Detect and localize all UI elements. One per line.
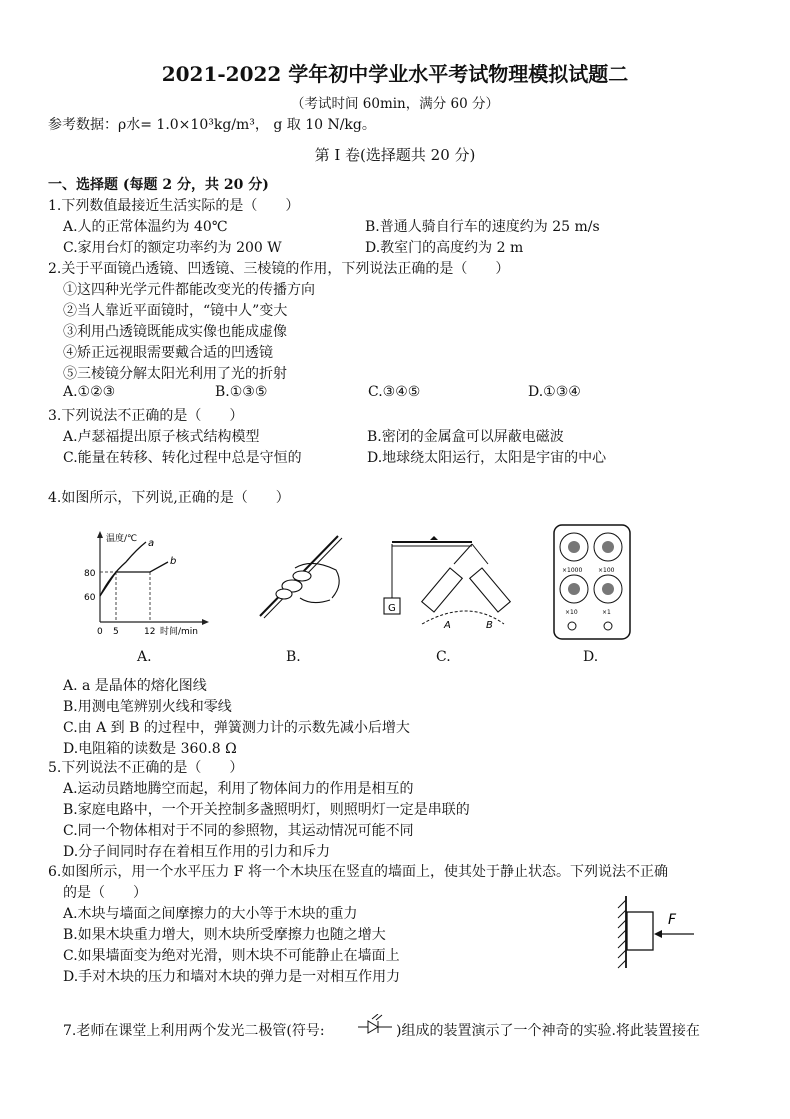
q7-stem-before: 7.老师在课堂上利用两个发光二极管(符号:: [63, 1023, 325, 1039]
q3-option-d: D.地球绕太阳运行，太阳是宇宙的中心: [367, 450, 607, 466]
figure-b-label: B.: [286, 649, 301, 665]
q6-option-d: D.手对木块的压力和墙对木块的弹力是一对相互作用力: [63, 969, 401, 985]
force-f-label: F: [668, 912, 677, 928]
q1-option-d: D.教室门的高度约为 2 m: [365, 240, 524, 256]
q2-option-b: B.①③⑤: [215, 384, 268, 400]
q4-option-d: D.电阻箱的读数是 360.8 Ω: [63, 741, 237, 757]
tick-80: 80: [84, 569, 96, 579]
figure-d-label: D.: [583, 649, 599, 665]
q3-option-a: A.卢瑟福提出原子核式结构模型: [63, 429, 260, 445]
g-label: G: [388, 603, 396, 614]
q2-statement-5: ⑤三棱镜分解太阳光利用了光的折射: [63, 366, 287, 382]
q5-option-a: A.运动员踏地腾空而起，利用了物体间力的作用是相互的: [63, 781, 414, 797]
q6-stem-line2: 的是（ ）: [63, 885, 147, 901]
figure-c-spring-scale: [378, 528, 518, 640]
dial-x1: ×1: [602, 609, 611, 616]
q5-option-b: B.家庭电路中，一个开关控制多盏照明灯，则照明灯一定是串联的: [63, 802, 470, 818]
q6-option-c: C.如果墙面变为绝对光滑，则木块不可能静止在墙面上: [63, 948, 400, 964]
point-b-label: B: [486, 620, 493, 631]
q6-option-a: A.木块与墙面之间摩擦力的大小等于木块的重力: [63, 906, 358, 922]
point-a-label: A: [444, 620, 451, 631]
figure-b-test-pen: [240, 528, 352, 628]
led-symbol-icon: [356, 1014, 396, 1036]
tick-60: 60: [84, 593, 96, 603]
figure-q6-wall-block: [612, 892, 706, 972]
q5-option-d: D.分子间同时存在着相互作用的引力和斥力: [63, 844, 331, 860]
graph-xlabel: 时间/min: [160, 627, 199, 636]
dial-x100: ×100: [598, 567, 615, 574]
q1-option-a: A.人的正常体温约为 40℃: [63, 219, 228, 235]
q1-stem: 1.下列数值最接近生活实际的是（ ）: [48, 198, 300, 214]
q3-option-c: C.能量在转移、转化过程中总是守恒的: [63, 450, 302, 466]
q5-stem: 5.下列说法不正确的是（ ）: [48, 760, 244, 776]
q2-option-d: D.①③④: [528, 384, 581, 400]
figure-a-graph: [80, 528, 210, 636]
q1-option-c: C.家用台灯的额定功率约为 200 W: [63, 240, 282, 256]
q4-option-c: C.由 A 到 B 的过程中，弹簧测力计的示数先减小后增大: [63, 720, 410, 736]
q2-statement-3: ③利用凸透镜既能成实像也能成虚像: [63, 324, 287, 340]
q4-stem: 4.如图所示，下列说,正确的是（ ）: [48, 490, 290, 506]
q2-option-a: A.①②③: [63, 384, 116, 400]
figure-a-label: A.: [137, 649, 152, 665]
curve-b-label: b: [170, 556, 177, 567]
q3-stem: 3.下列说法不正确的是（ ）: [48, 408, 244, 424]
q3-option-b: B.密闭的金属盒可以屏蔽电磁波: [367, 429, 564, 445]
volume-title: 第 I 卷(选择题共 20 分): [314, 146, 476, 164]
tick-5: 5: [113, 627, 119, 636]
graph-ylabel: 温度/℃: [106, 534, 138, 544]
dial-x1000: ×1000: [562, 567, 583, 574]
tick-0: 0: [97, 627, 103, 636]
q7-stem-after: )组成的装置演示了一个神奇的实验.将此装置接在: [396, 1023, 700, 1039]
q2-stem: 2.关于平面镜凸透镜、凹透镜、三棱镜的作用，下列说法正确的是（ ）: [48, 261, 510, 277]
figure-d-resistance-box: [552, 523, 632, 641]
q2-statement-2: ②当人靠近平面镜时，“镜中人”变大: [63, 303, 288, 319]
q2-statement-1: ①这四种光学元件都能改变光的传播方向: [63, 282, 315, 298]
exam-subtitle: （考试时间 60min，满分 60 分）: [290, 96, 500, 112]
q4-option-b: B.用测电笔辨别火线和零线: [63, 699, 232, 715]
q1-option-b: B.普通人骑自行车的速度约为 25 m/s: [365, 219, 600, 235]
reference-data: 参考数据：ρ水= 1.0×10³kg/m³， g 取 10 N/kg。: [48, 117, 376, 133]
q2-option-c: C.③④⑤: [368, 384, 421, 400]
q2-statement-4: ④矫正远视眼需要戴合适的凹透镜: [63, 345, 273, 361]
dial-x10: ×10: [565, 609, 578, 616]
section-title: 一、选择题 (每题 2 分，共 20 分): [48, 177, 269, 193]
q6-stem-line1: 6.如图所示，用一个水平压力 F 将一个木块压在竖直的墙面上，使其处于静止状态。下列说法不正确: [48, 864, 668, 880]
q5-option-c: C.同一个物体相对于不同的参照物，其运动情况可能不同: [63, 823, 414, 839]
q6-option-b: B.如果木块重力增大，则木块所受摩擦力也随之增大: [63, 927, 386, 943]
tick-12: 12: [144, 627, 156, 636]
curve-a-label: a: [148, 538, 155, 549]
figure-c-label: C.: [436, 649, 451, 665]
exam-title: 2021-2022 学年初中学业水平考试物理模拟试题二: [161, 62, 629, 86]
q4-option-a: A. a 是晶体的熔化图线: [63, 678, 207, 694]
